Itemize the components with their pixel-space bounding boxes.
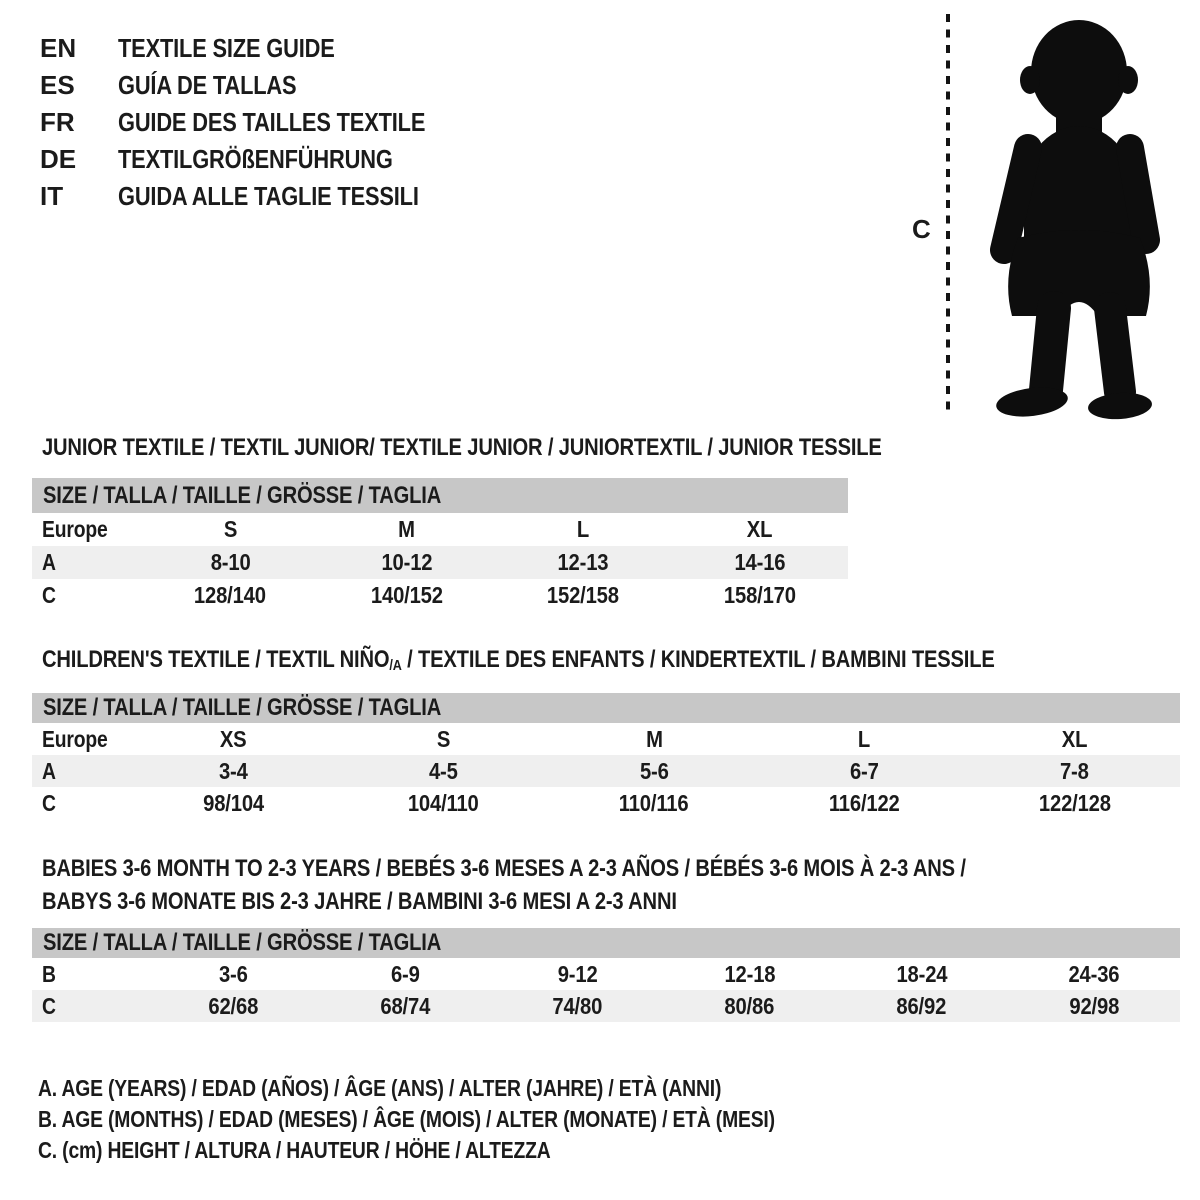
months-cell: 12-18	[724, 960, 776, 987]
age-cell: 7-8	[1060, 757, 1090, 784]
age-cell: 10-12	[381, 549, 433, 575]
height-cell: 98/104	[202, 789, 264, 816]
lang-title: TEXTILE SIZE GUIDE	[118, 33, 335, 63]
footnote-c: C. (cm) HEIGHT / ALTURA / HAUTEUR / HÖHE / ALTEZZA	[38, 1137, 551, 1163]
height-cell: 68/74	[380, 992, 431, 1019]
size-cell: XL	[746, 516, 773, 542]
age-cell: 6-7	[850, 757, 879, 784]
size-cell: S	[436, 725, 451, 752]
lang-code: IT	[40, 181, 64, 211]
size-header-bar: SIZE / TALLA / TAILLE / GRÖSSE / TAGLIA	[32, 693, 1180, 723]
height-cell: 92/98	[1069, 992, 1119, 1019]
children-row-age	[32, 755, 1180, 787]
age-cell: 8-10	[210, 549, 251, 575]
row-label: C	[42, 789, 56, 816]
height-cell: 128/140	[194, 582, 267, 608]
height-cell: 80/86	[724, 992, 775, 1019]
size-cell: S	[223, 516, 237, 542]
lang-row-fr	[40, 104, 484, 141]
size-cell: M	[398, 516, 416, 542]
babies-row-months	[32, 958, 1180, 990]
row-label: Europe	[42, 725, 108, 752]
babies-row-height	[32, 990, 1180, 1022]
language-title-list	[40, 30, 484, 215]
lang-title: TEXTILGRÖßENFÜHRUNG	[118, 144, 393, 174]
row-label: C	[42, 582, 56, 608]
toddler-silhouette	[995, 20, 1153, 421]
lang-row-it	[40, 178, 484, 215]
legend-footnotes	[38, 1073, 915, 1166]
lang-title: GUIDA ALLE TAGLIE TESSILI	[118, 181, 419, 211]
lang-code: EN	[40, 33, 77, 63]
size-cell: XL	[1062, 725, 1088, 752]
months-cell: 3-6	[218, 960, 248, 987]
height-cell: 116/122	[828, 789, 900, 816]
lang-code: FR	[40, 107, 75, 137]
children-row-height	[32, 787, 1180, 819]
height-cell: 74/80	[552, 992, 603, 1019]
height-measure-label: C	[912, 214, 931, 244]
junior-row-age	[32, 546, 848, 579]
lang-row-de	[40, 141, 484, 178]
babies-size-table	[32, 928, 1180, 1022]
lang-row-en	[40, 30, 484, 67]
height-cell: 104/110	[408, 789, 479, 816]
row-label: B	[42, 960, 56, 987]
months-cell: 24-36	[1068, 960, 1120, 987]
children-section-title: CHILDREN'S TEXTILE / TEXTIL NIÑO/A / TEXTILE DES ENFANTS / KINDERTEXTIL / BAMBINI TESSILE	[42, 646, 995, 674]
size-cell: M	[645, 725, 663, 752]
lang-title: GUIDE DES TAILLES TEXTILE	[118, 107, 426, 137]
months-cell: 6-9	[390, 960, 420, 987]
lang-code: ES	[40, 70, 75, 100]
height-cell: 62/68	[208, 992, 258, 1019]
baby-silhouette-graphic	[896, 6, 1196, 426]
age-cell: 14-16	[734, 549, 786, 575]
footnote-b: B. AGE (MONTHS) / EDAD (MESES) / ÂGE (MOIS) / ALTER (MONATE) / ETÀ (MESI)	[38, 1106, 775, 1132]
age-cell: 12-13	[557, 549, 609, 575]
months-cell: 9-12	[557, 960, 598, 987]
age-cell: 4-5	[429, 757, 458, 784]
lang-title: GUÍA DE TALLAS	[118, 70, 297, 100]
row-label: Europe	[42, 516, 108, 542]
size-cell: L	[858, 725, 871, 752]
height-cell: 86/92	[896, 992, 947, 1019]
footnote-a: A. AGE (YEARS) / EDAD (AÑOS) / ÂGE (ANS) / ALTER (JAHRE) / ETÀ (ANNI)	[38, 1075, 722, 1101]
months-cell: 18-24	[896, 960, 948, 987]
children-row-europe	[32, 723, 1180, 755]
nino-a-subscript: /A	[389, 657, 402, 674]
height-cell: 122/128	[1038, 789, 1111, 816]
row-label: A	[42, 549, 56, 575]
height-cell: 158/170	[723, 582, 796, 608]
babies-section-title-line1: BABIES 3-6 MONTH TO 2-3 YEARS / BEBÉS 3-6 MESES A 2-3 AÑOS / BÉBÉS 3-6 MOIS À 2-3 ANS /	[42, 855, 966, 882]
size-cell: XS	[219, 725, 247, 752]
junior-section-title: JUNIOR TEXTILE / TEXTIL JUNIOR/ TEXTILE JUNIOR / JUNIORTEXTIL / JUNIOR TESSILE	[42, 434, 882, 461]
height-cell: 152/158	[547, 582, 620, 608]
size-cell: L	[577, 516, 590, 542]
lang-code: DE	[40, 144, 77, 174]
age-cell: 3-4	[218, 757, 248, 784]
row-label: A	[42, 757, 56, 784]
size-header-bar: SIZE / TALLA / TAILLE / GRÖSSE / TAGLIA	[32, 478, 848, 513]
height-cell: 110/116	[619, 789, 689, 816]
junior-row-europe	[32, 513, 848, 546]
junior-row-height	[32, 579, 848, 612]
size-header-bar: SIZE / TALLA / TAILLE / GRÖSSE / TAGLIA	[32, 928, 1180, 958]
children-size-table	[32, 693, 1180, 819]
lang-row-es	[40, 67, 484, 104]
junior-size-table	[32, 478, 848, 612]
age-cell: 5-6	[639, 757, 669, 784]
babies-section-title-line2: BABYS 3-6 MONATE BIS 2-3 JAHRE / BAMBINI 3-6 MESI A 2-3 ANNI	[42, 888, 677, 915]
row-label: C	[42, 992, 56, 1019]
height-cell: 140/152	[370, 582, 443, 608]
